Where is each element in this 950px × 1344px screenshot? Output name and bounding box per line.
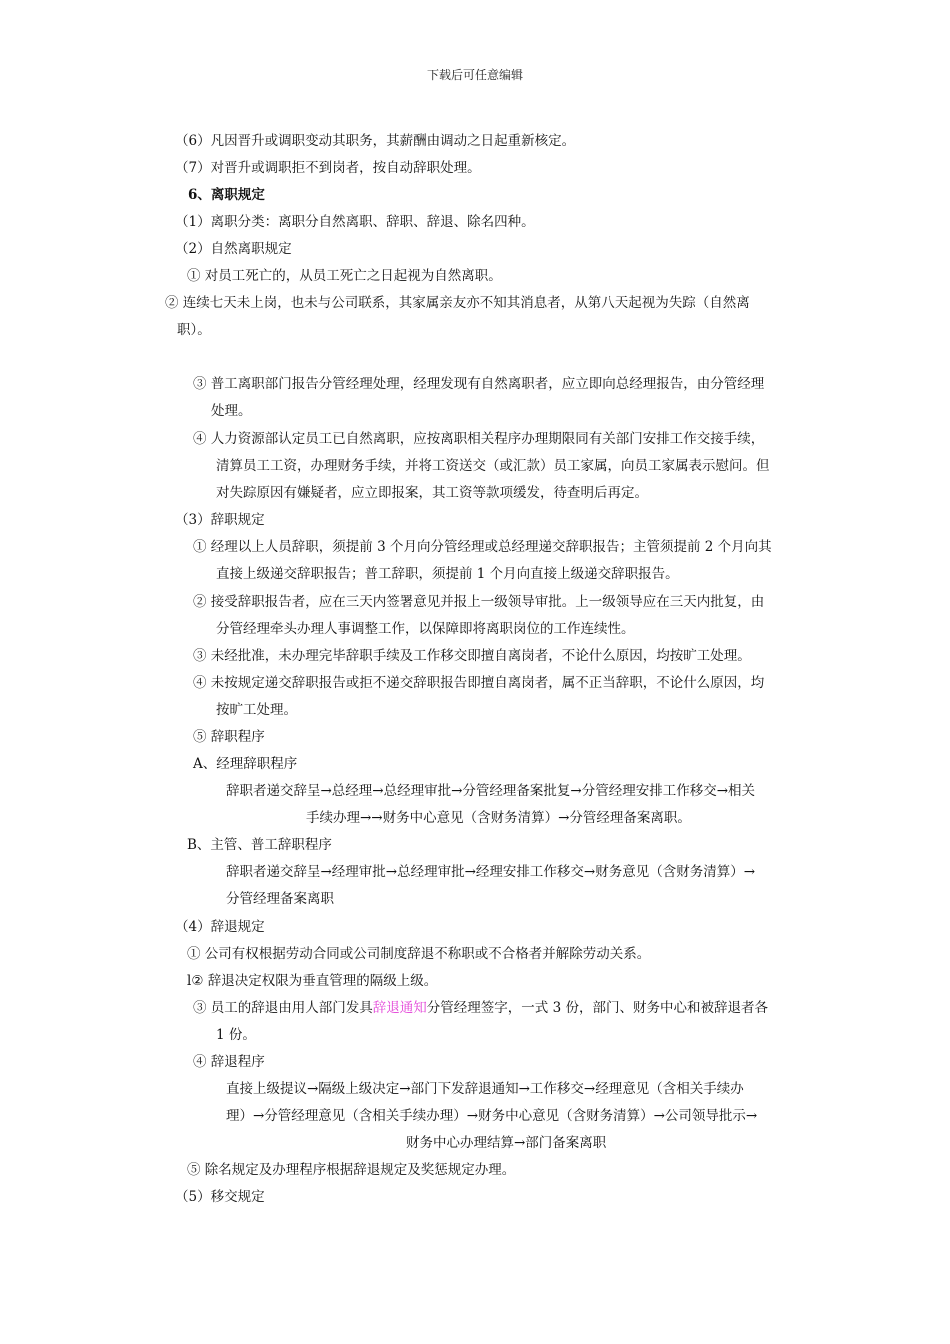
highlighted-term: 辞退通知 bbox=[372, 1000, 427, 1016]
text-line: ① 公司有权根据劳动合同或公司制度辞退不称职或不合格者并解除劳动关系。 bbox=[187, 946, 651, 962]
text-line: 理）→分管经理意见（含相关手续办理）→财务中心意见（含财务清算）→公司领导批示→ bbox=[226, 1108, 758, 1124]
text-line: 按旷工处理。 bbox=[216, 702, 297, 718]
text-line: （3）辞职规定 bbox=[175, 512, 265, 528]
text-line bbox=[193, 999, 768, 1017]
text-line: ① 对员工死亡的，从员工死亡之日起视为自然离职。 bbox=[187, 268, 502, 284]
text-line: 处理。 bbox=[211, 403, 252, 419]
text-line: 直接上级提议→隔级上级决定→部门下发辞退通知→工作移交→经理意见（含相关手续办 bbox=[226, 1081, 744, 1097]
text-line: ③ 普工离职部门报告分管经理处理，经理发现有自然离职者，应立即向总经理报告，由分管经理 bbox=[193, 376, 765, 392]
text-line: ④ 人力资源部认定员工已自然离职，应按离职相关程序办理期限同有关部门安排工作交接手续， bbox=[193, 431, 765, 447]
text-line: 职）。 bbox=[177, 322, 211, 338]
text-line: 手续办理→→财务中心意见（含财务清算）→分管经理备案离职。 bbox=[306, 810, 691, 826]
text-line: 直接上级递交辞职报告；普工辞职，须提前 1 个月向直接上级递交辞职报告。 bbox=[216, 566, 679, 582]
text-line: ④ 未按规定递交辞职报告或拒不递交辞职报告即擅自离岗者，属不正当辞职，不论什么原因，均 bbox=[193, 675, 765, 691]
page-header: 下载后可任意编辑 bbox=[426, 68, 523, 82]
text-line: （7）对晋升或调职拒不到岗者，按自动辞职处理。 bbox=[175, 160, 481, 176]
text-line: ⑤ 辞职程序 bbox=[193, 729, 265, 745]
text-line: 财务中心办理结算→部门备案离职 bbox=[406, 1135, 607, 1151]
text-line: ① 经理以上人员辞职，须提前 3 个月向分管经理或总经理递交辞职报告；主管须提前 2 个月向其 bbox=[193, 539, 772, 555]
text-line: （5）移交规定 bbox=[175, 1189, 265, 1205]
text-line: ③ 未经批准，未办理完毕辞职手续及工作移交即擅自离岗者，不论什么原因，均按旷工处理。 bbox=[193, 648, 751, 664]
text-line: ② 接受辞职报告者，应在三天内签署意见并报上一级领导审批。上一级领导应在三天内批复，由 bbox=[193, 594, 765, 610]
text-line: （4）辞退规定 bbox=[175, 919, 265, 935]
text-line: 对失踪原因有嫌疑者，应立即报案，其工资等款项缓发，待查明后再定。 bbox=[216, 485, 648, 501]
text-line: ④ 辞退程序 bbox=[193, 1054, 265, 1070]
text-line: B、主管、普工辞职程序 bbox=[187, 837, 332, 853]
text-line: ⑤ 除名规定及办理程序根据辞退规定及奖惩规定办理。 bbox=[187, 1162, 516, 1178]
text-line: 分管经理牵头办理人事调整工作，以保障即将离职岗位的工作连续性。 bbox=[216, 621, 635, 637]
text-line: 分管经理备案离职 bbox=[226, 891, 334, 907]
text-line: （2）自然离职规定 bbox=[175, 241, 292, 257]
text-line: （6）凡因晋升或调职变动其职务，其薪酬由调动之日起重新核定。 bbox=[175, 133, 576, 149]
text-line: 辞职者递交辞呈→总经理→总经理审批→分管经理备案批复→分管经理安排工作移交→相关 bbox=[226, 783, 756, 799]
text-line: ② 连续七天未上岗，也未与公司联系，其家属亲友亦不知其消息者，从第八天起视为失踪（自然离 bbox=[165, 295, 750, 311]
text-line: （1）离职分类：离职分自然离职、辞职、辞退、除名四种。 bbox=[175, 214, 535, 230]
text-line: l② 辞退决定权限为垂直管理的隔级上级。 bbox=[187, 973, 438, 989]
text-line: A、经理辞职程序 bbox=[193, 756, 298, 772]
text-segment: ③ 员工的辞退由用人部门发具 bbox=[193, 1000, 373, 1016]
text-segment: 分管经理签字，一式 3 份，部门、财务中心和被辞退者各 bbox=[426, 1000, 768, 1016]
section-heading: 6、离职规定 bbox=[188, 187, 265, 203]
text-line: 辞职者递交辞呈→经理审批→总经理审批→经理安排工作移交→财务意见（含财务清算）→ bbox=[226, 864, 756, 880]
text-line: 清算员工工资，办理财务手续，并将工资送交（或汇款）员工家属，向员工家属表示慰问。但 bbox=[216, 458, 770, 474]
text-line: 1 份。 bbox=[216, 1027, 256, 1043]
